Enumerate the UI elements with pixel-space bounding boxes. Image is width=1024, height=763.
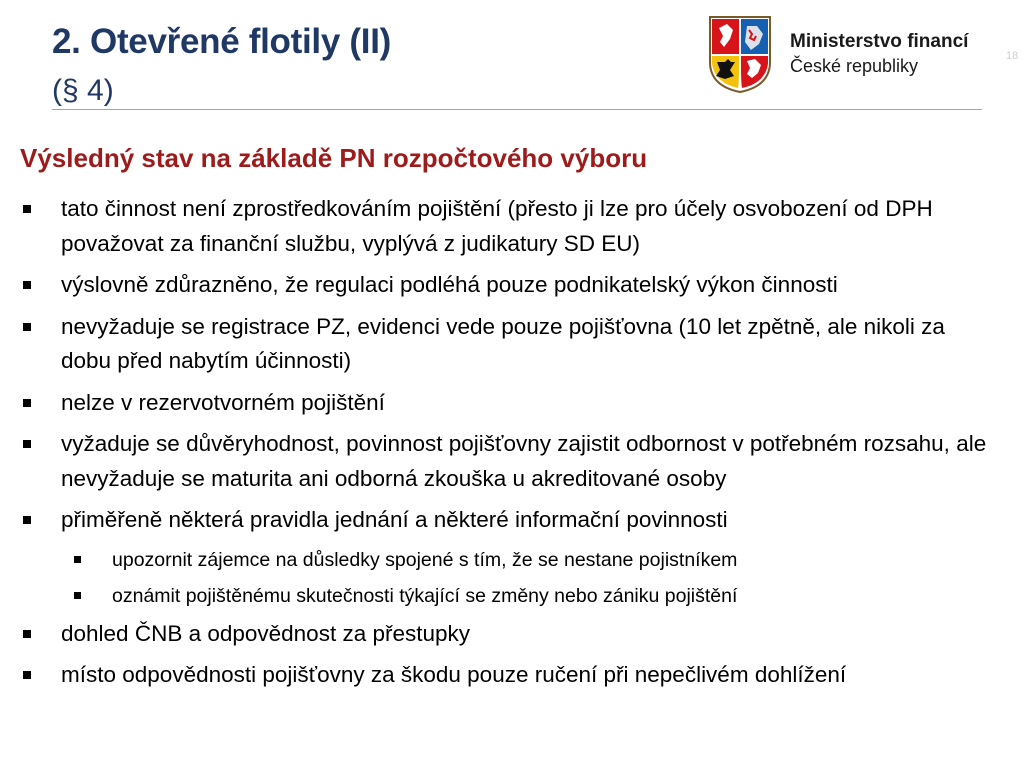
list-item [20,658,995,693]
list-item [20,503,995,538]
list-item [20,268,995,303]
bullet-list [20,192,995,700]
sub-list-item [20,545,995,575]
bullet-marker-icon [23,205,31,213]
logo-line-1: Ministerstvo financí [790,31,969,52]
logo-line-2: České republiky [790,56,919,76]
sub-list-item [20,581,995,611]
bullet-marker-icon [23,440,31,448]
list-item [20,192,995,261]
bullet-marker-icon [23,630,31,638]
list-item [20,617,995,652]
list-item [20,427,995,496]
list-item-text: nelze v rezervotvorném pojištění [61,389,385,415]
bullet-marker-icon [74,556,81,563]
page-number: 18 [1006,50,1019,62]
bullet-marker-icon [23,323,31,331]
section-heading: Výsledný stav na základě PN rozpočtového výboru [20,143,648,173]
sub-list-item-text: upozornit zájemce na důsledky spojené s tím, že se nestane pojistníkem [112,548,738,571]
list-item-text: místo odpovědnosti pojišťovny za škodu pouze ručení při nepečlivém dohlížení [61,662,847,687]
list-item-text: přiměřeně některá pravidla jednání a některé informační povinnosti [61,507,728,532]
list-item-text: nevyžaduje se registrace PZ, evidenci vede pouze pojišťovna (10 let zpětně, ale nikoli za dobu před nabytím účinnosti) [61,313,945,373]
list-item [20,386,995,421]
list-item-text: tato činnost není zprostředkováním pojištění (přesto ji lze pro účely osvobození od DPH považovat za finanční službu, vyplývá z judikatury SD EU) [61,196,933,256]
bullet-marker-icon [23,671,31,679]
bullet-marker-icon [23,399,31,407]
bullet-marker-icon [23,516,31,524]
slide-subtitle: (§ 4) [52,74,114,107]
list-item-text: vyžaduje se důvěryhodnost, povinnost pojišťovny zajistit odbornost v potřebném rozsahu, ale nevyžaduje se maturita ani odborná zkouška u akreditované osoby [61,431,987,491]
slide-title: 2. Otevřené flotily (II) [52,22,391,61]
list-item-text: dohled ČNB a odpovědnost za přestupky [61,620,471,646]
sub-list-item-text: oznámit pojištěnému skutečnosti týkající se změny nebo zániku pojištění [112,584,738,607]
list-item-text: výslovně zdůrazněno, že regulaci podléhá pouze podnikatelský výkon činnosti [61,272,838,297]
state-emblem-icon [707,14,773,94]
bullet-marker-icon [74,592,81,599]
list-item [20,310,995,379]
header-divider [52,109,982,110]
ministry-logo-text [790,30,968,78]
bullet-marker-icon [23,281,31,289]
